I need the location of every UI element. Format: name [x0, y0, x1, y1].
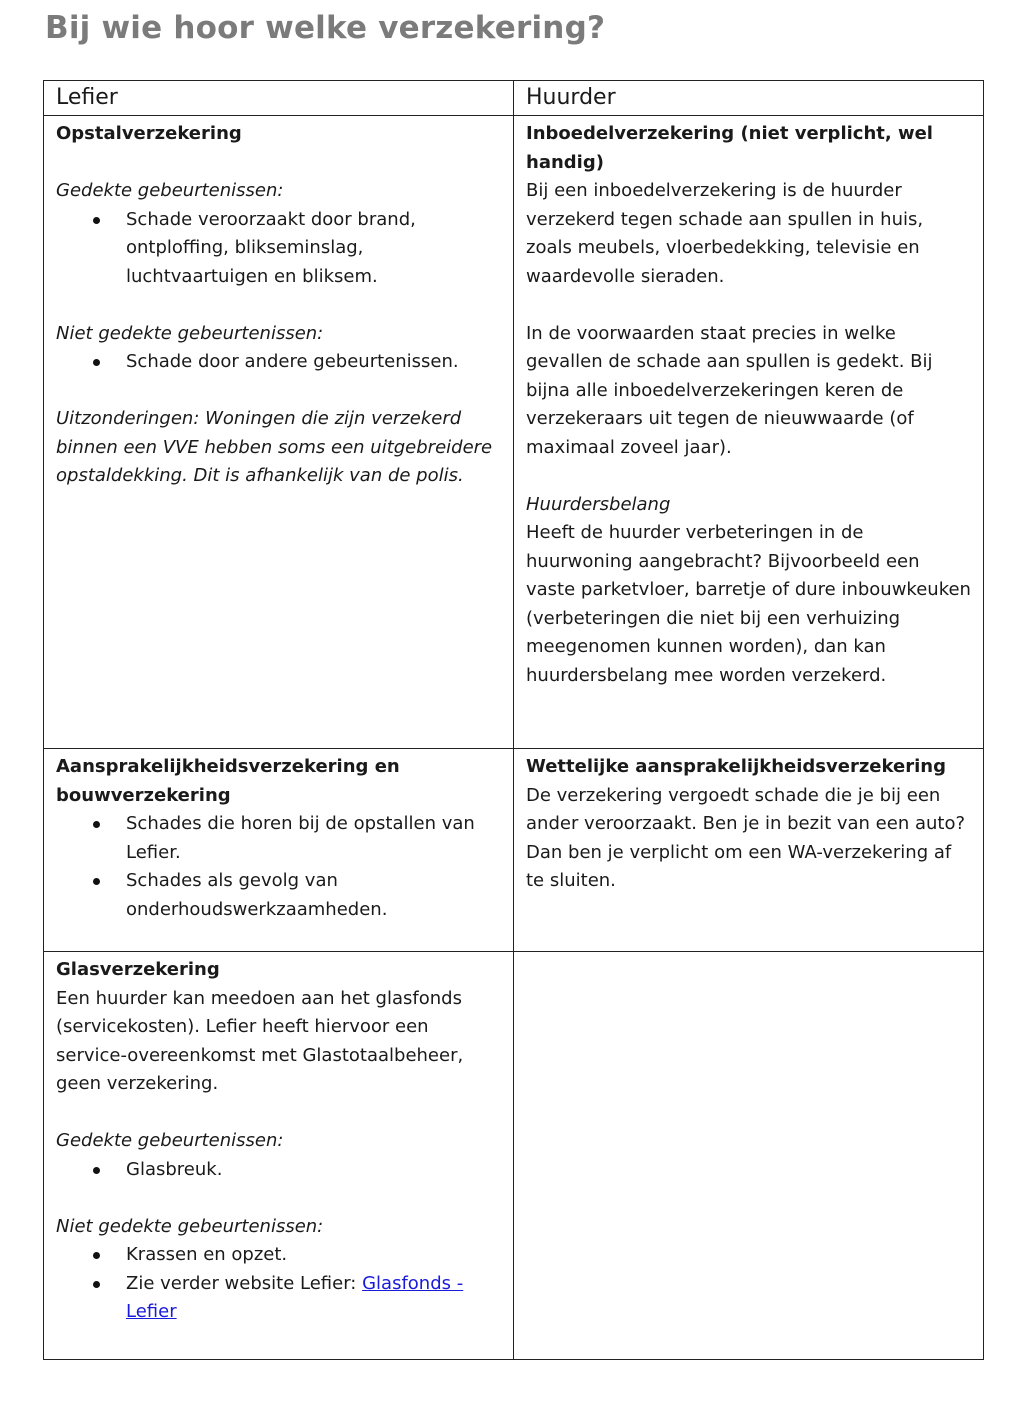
- inboedel-para1: Bij een inboedelverzekering is de huurder verzekerd tegen schade aan spullen in huis, zoals meubels, vloerbedekking, televisie en waardevolle sieraden.: [526, 180, 924, 287]
- cell-wa: [514, 749, 984, 952]
- glasfonds-link[interactable]: Glasfonds - Lefier: [126, 1272, 464, 1322]
- table-header-row: [44, 81, 984, 116]
- wa-para: De verzekering vergoedt schade die je bij een ander veroorzaakt. Ben je in bezit van een auto? Dan ben je verplicht om een WA-verzekering af te sluiten.: [526, 784, 966, 891]
- glas-not-covered-list: [56, 1241, 503, 1327]
- opstal-not-covered-label: Niet gedekte gebeurtenissen:: [56, 322, 324, 344]
- cell-opstal: [44, 116, 514, 749]
- inboedel-para2: In de voorwaarden staat precies in welke gevallen de schade aan spullen is gedekt. Bij bijna alle inboedelverzekeringen keren de verzekeraars uit tegen de nieuwwaarde (of maximaal zoveel jaar).: [526, 322, 933, 458]
- list-item: [126, 1270, 503, 1327]
- glas-heading: Glasverzekering: [56, 959, 220, 980]
- header-lefier: Lefier: [44, 81, 514, 116]
- insurance-table: [43, 80, 984, 1360]
- page-title: Bij wie hoor welke verzekering?: [45, 10, 606, 46]
- cell-aansprakelijkheid: [44, 749, 514, 952]
- list-item: Krassen en opzet.: [126, 1241, 503, 1270]
- list-item: Glasbreuk.: [126, 1156, 503, 1185]
- cell-empty: [514, 952, 984, 1360]
- opstal-covered-list: [56, 206, 503, 292]
- glas-para: Een huurder kan meedoen aan het glasfonds (servicekosten). Lefier heeft hiervoor een service-overeenkomst met Glastotaalbeheer, geen verzekering.: [56, 987, 464, 1094]
- glas-covered-label: Gedekte gebeurtenissen:: [56, 1130, 284, 1151]
- opstal-heading: Opstalverzekering: [56, 123, 242, 144]
- list-item: Schades die horen bij de opstallen van Lefier.: [126, 810, 503, 867]
- list-item: Schade veroorzaakt door brand, ontploffing, blikseminslag, luchtvaartuigen en bliksem.: [126, 206, 503, 292]
- opstal-exceptions: Uitzonderingen: Woningen die zijn verzekerd binnen een VVE hebben soms een uitgebreidere opstaldekking. Dit is afhankelijk van de polis.: [56, 408, 493, 486]
- table-row: [44, 116, 984, 749]
- aansprakelijkheid-list: [56, 810, 503, 924]
- cell-glas: [44, 952, 514, 1360]
- glas-not-covered-label: Niet gedekte gebeurtenissen:: [56, 1215, 324, 1237]
- opstal-not-covered-list: [56, 348, 503, 377]
- huurdersbelang-heading: Huurdersbelang: [526, 493, 671, 515]
- glas-covered-list: [56, 1156, 503, 1185]
- opstal-covered-label: Gedekte gebeurtenissen:: [56, 180, 284, 201]
- header-huurder: Huurder: [514, 81, 984, 116]
- cell-inboedel: [514, 116, 984, 749]
- table-row: [44, 952, 984, 1360]
- inboedel-para3: Heeft de huurder verbeteringen in de huurwoning aangebracht? Bijvoorbeeld een vaste parketvloer, barretje of dure inbouwkeuken (verbeteringen die niet bij een verhuizing meegenomen kunnen worden), dan kan huurdersbelang mee worden verzekerd.: [526, 522, 971, 686]
- table-row: [44, 749, 984, 952]
- list-item: Schades als gevolg van onderhoudswerkzaamheden.: [126, 867, 503, 924]
- inboedel-heading: Inboedelverzekering (niet verplicht, wel handig): [526, 123, 933, 173]
- wa-heading: Wettelijke aansprakelijkheidsverzekering: [526, 756, 946, 777]
- website-prefix: Zie verder website Lefier:: [126, 1272, 363, 1294]
- aansprakelijkheid-heading: Aansprakelijkheidsverzekering en bouwverzekering: [56, 756, 400, 806]
- list-item: Schade door andere gebeurtenissen.: [126, 348, 503, 377]
